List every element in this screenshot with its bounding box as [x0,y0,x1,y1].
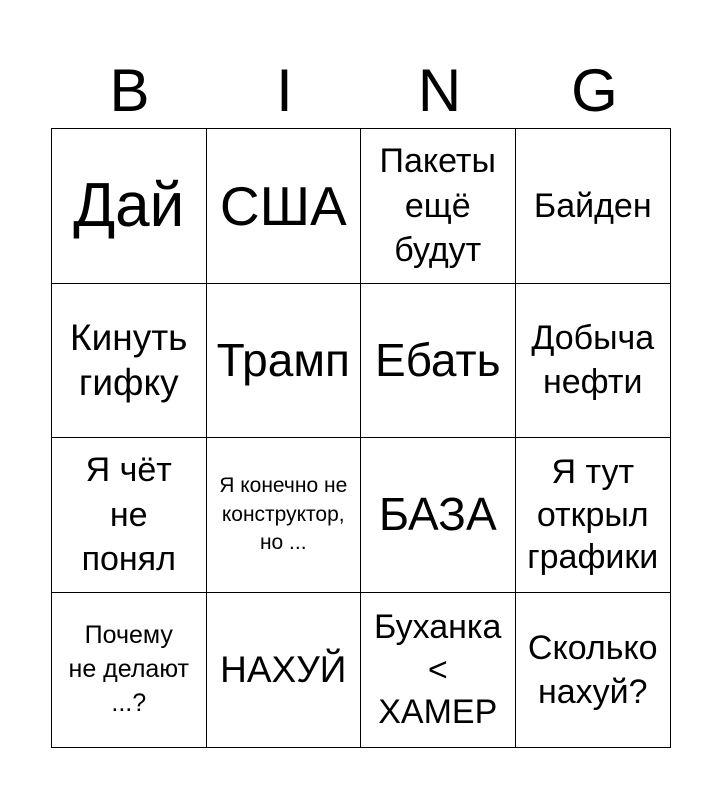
cell-text: Я чёт не понял [81,451,176,578]
bingo-cell-14[interactable] [207,593,362,748]
header-letter-b: B [109,57,150,124]
bingo-cell-7[interactable] [361,284,516,439]
cell-text: НАХУЙ [220,649,347,691]
cell-text: Кинуть гифку [70,317,188,404]
bingo-cell-3[interactable] [361,129,516,284]
bingo-header [52,55,672,127]
bingo-cell-10[interactable] [207,438,362,593]
bingo-cell-12[interactable] [516,438,671,593]
bingo-board [51,128,671,748]
cell-text: США [219,174,347,237]
bingo-cell-4[interactable] [516,129,671,284]
cell-text: Я конечно не конструктор, но ... [219,474,348,554]
cell-text: Байден [533,186,652,225]
bingo-cell-6[interactable] [207,284,362,439]
header-letter-g: G [571,57,618,124]
bingo-cell-5[interactable] [52,284,207,439]
cell-text: Пакеты ещё будут [379,142,496,269]
cell-text: Трамп [216,333,350,386]
cell-text: Дай [73,170,185,240]
cell-text: Ебать [374,333,501,386]
cell-text: Сколько нахуй? [527,628,658,711]
cell-text: Добыча нефти [531,319,655,402]
bingo-cell-9[interactable] [52,438,207,593]
bingo-cell-15[interactable] [361,593,516,748]
header-letter-n: N [417,57,462,124]
cell-text: Почему не делают ...? [68,621,189,717]
bingo-cell-13[interactable] [52,593,207,748]
bingo-cell-11[interactable] [361,438,516,593]
bingo-cell-1[interactable] [52,129,207,284]
cell-text: БАЗА [378,488,497,541]
header-letter-i: I [276,57,293,124]
bingo-cell-2[interactable] [207,129,362,284]
cell-text: Буханка < ХАМЕР [374,608,502,731]
bingo-cell-8[interactable] [516,284,671,439]
bingo-cell-16[interactable] [516,593,671,748]
cell-text: Я тут открыл графики [527,453,659,576]
